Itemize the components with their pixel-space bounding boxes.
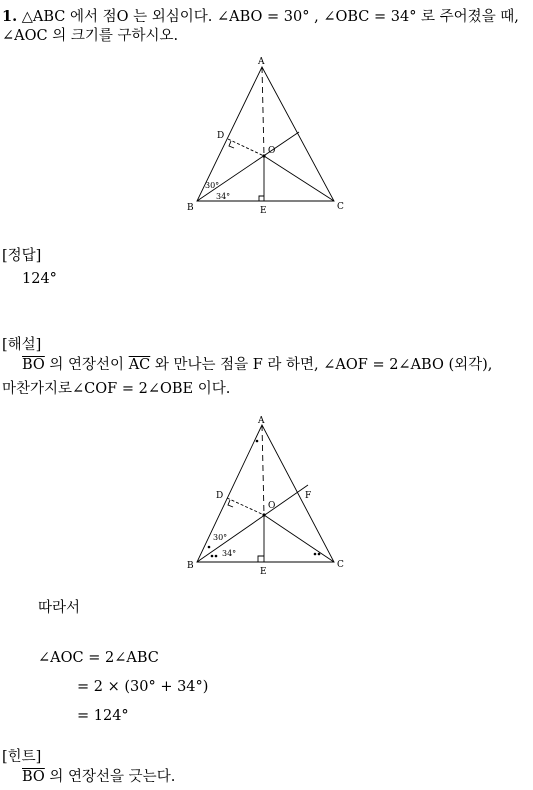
explanation-text-1: 의 연장선이 [44,357,129,373]
explanation-line-2: 마찬가지로∠COF = 2∠OBE 이다. [2,381,231,397]
angle-dot-c-1 [314,553,317,556]
problem-text-1: △ABC 에서 점O 는 외심이다. ∠ABO = 30° , ∠OBC = 34° 로 주어졌을 때, [21,9,519,25]
angle-dot-c-2 [318,553,321,556]
angle-label-30: 30° [205,181,220,190]
point-o-2 [262,513,265,516]
label-d-2: D [216,491,224,501]
angle-label-30-2: 30° [213,533,228,542]
hint-line [22,768,175,786]
label-c: C [337,202,344,212]
hint-segment-bo: $\overline{BO}$ [22,769,45,785]
angle-dot-b30 [208,546,211,549]
explanation-heading: [해설] [2,337,42,353]
therefore-text: 따라서 [38,600,81,616]
angle-dot-b34-2 [215,555,218,558]
explanation-line-1 [22,356,492,374]
dashed-ao [262,67,264,156]
triangle-figure-1 [180,50,360,220]
label-f-2: F [305,491,312,501]
angle-dot-a [256,440,259,443]
label-b-2: B [187,561,194,571]
equation-line-1: ∠AOC = 2∠ABC [38,650,159,666]
right-angle-mark-d-2 [228,500,233,507]
label-e: E [260,206,267,216]
segment-bo-extended [197,132,299,201]
problem-text-2: ∠AOC 의 크기를 구하시오. [2,28,179,44]
right-angle-mark-e-2 [258,556,264,562]
segment-bf [197,485,308,562]
angle-label-34: 34° [216,192,231,201]
right-angle-mark-d [229,141,234,148]
segment-ac: $\overline{AC}$ [128,357,151,373]
point-o [262,154,265,157]
problem-line-1 [2,8,519,26]
hint-heading: [힌트] [2,749,42,765]
angle-dot-b34-1 [211,555,214,558]
segment-oc [264,156,334,201]
segment-oc-2 [264,515,334,562]
label-o: O [268,146,276,156]
triangle-figure-2 [180,410,360,580]
label-b: B [187,203,194,213]
segment-bo: $\overline{BO}$ [22,357,45,373]
angle-label-34-2: 34° [222,549,237,558]
explanation-text-2: 와 만나는 점을 F 라 하면, ∠AOF = 2∠ABO (외각), [150,357,493,373]
dashed-ao-2 [262,425,264,515]
hint-text: 의 연장선을 긋는다. [44,769,176,785]
label-d: D [217,131,225,141]
equation-line-2: = 2 × (30° + 34°) [77,679,209,695]
problem-number: 1. [2,8,18,25]
label-c-2: C [337,560,344,570]
right-angle-mark-e [259,196,264,201]
answer-heading: [정답] [2,248,42,264]
label-o-2: O [268,501,276,511]
label-e-2: E [260,567,267,577]
answer-value: 124° [22,271,57,287]
label-a-2: A [258,416,265,426]
label-a: A [258,57,265,67]
equation-line-3: = 124° [77,708,129,724]
